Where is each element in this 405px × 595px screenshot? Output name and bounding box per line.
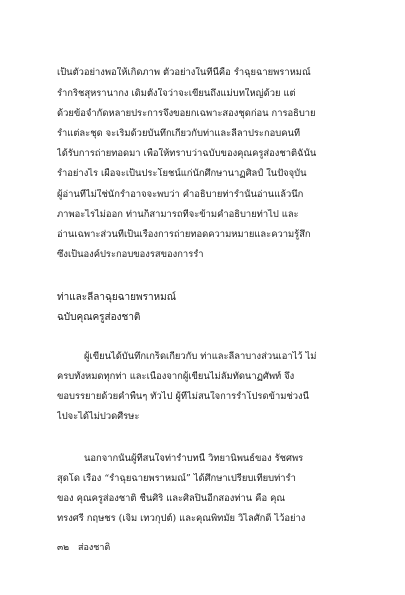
paragraph1-line: อ่านเฉพาะส่วนที่เป็นเรื่องการถ่ายทอดความหมายและความรู้สึก: [57, 229, 311, 240]
paragraph1-line: ผู้อ่านที่ไม่ใช่นักรำอาจจะพบว่า คำอธิบายท่ารำนั้นอ่านแล้วนึก: [57, 189, 304, 200]
paragraph2-line: ไปจะได้ไม่ปวดศีรษะ: [57, 411, 140, 422]
paragraph1-line: ได้รับการถ่ายทอดมา เพื่อให้ทราบว่าฉบับของคุณครูส่องชาติฉันั้น: [57, 148, 317, 159]
paragraph3-line: ทรงศรี กฤษชร (เจิม เทวกุปต์) และคุณพิทมัย วิไลศักดิ์ ไว้อย่าง: [57, 513, 306, 524]
paragraph1-line: เป็นตัวอย่างพอให้เกิดภาพ ตัวอย่างในที่นี้คือ รำฉุยฉายพราหมณ์: [57, 67, 311, 78]
paragraph1-line: รำกริชสุหรานากง เดิมตั้งใจว่าจะเขียนถึงแม่บทใหญ่ด้วย แต่: [57, 88, 296, 99]
paragraph1-line: ร่ำแต่ละชุด จะเริ่มด้วยบันทึกเกี่ยวกับท่าและลีลาประกอบคนที่: [57, 128, 301, 139]
page-footer: [57, 540, 110, 554]
paragraph2-line: ผู้เขียนได้บันทึกเกร็ดเกี่ยวกับ ท่าและลีลาบางส่วนเอาไว้ ไม่: [84, 351, 317, 362]
running-title: ส่องชาติ: [77, 543, 111, 553]
paragraph3-line: นอกจากนั้นผู้ที่สนใจท่ารำบทนี้ วิทยานิพนธ์ของ รัชศพร: [84, 453, 304, 464]
paragraph2-line: ครบทั้งหมดทุกท่า และเนื่องจากผู้เขียนไม่ลัมทัดนาฏศัพท์ จึง: [57, 371, 295, 382]
paragraph1-line: ภาพอะไรไม่ออก ท่านก็สามารถที่จะข้ามคำอธิบายท่าไป และ: [57, 209, 299, 220]
paragraph3-line: สุดโด เรื่อง “รำฉุยฉายพราหมณ์” ได้ศึกษาเปรียบเทียบท่ารำ: [57, 473, 296, 484]
section-subheading: ฉบับคุณครูส่องชาติ: [57, 312, 141, 323]
paragraph3-line: ของ คุณครูส่องชาติ ชื่นศิริ และศิลปินอีกสองท่าน คือ คุณ: [57, 493, 286, 504]
paragraph1-line: ร่ำอย่างไร เผื่อจะเป็นประโยชน์แก่นักศึกษานาฏศิลป์ ในปัจจุบัน: [57, 168, 307, 179]
paragraph1-line: ซึ่งเป็นองค์ประกอบของรสของการรำ: [57, 249, 204, 260]
section-heading: ท่าและลีลาฉุยฉายพราหมณ์: [57, 292, 177, 303]
page-number: ๓๒: [57, 543, 70, 553]
paragraph2-line: ขอบรรยายด้วยคำพื้นๆ ทั่วไป ผู้ที่ไม่สนใจการรำโปรดข้ามช่วงนี้: [57, 391, 310, 402]
paragraph1-line: ด้วยข้อจำกัดหลายประการจึงขอยกเฉพาะสองชุดก่อน การอธิบาย: [57, 108, 316, 119]
